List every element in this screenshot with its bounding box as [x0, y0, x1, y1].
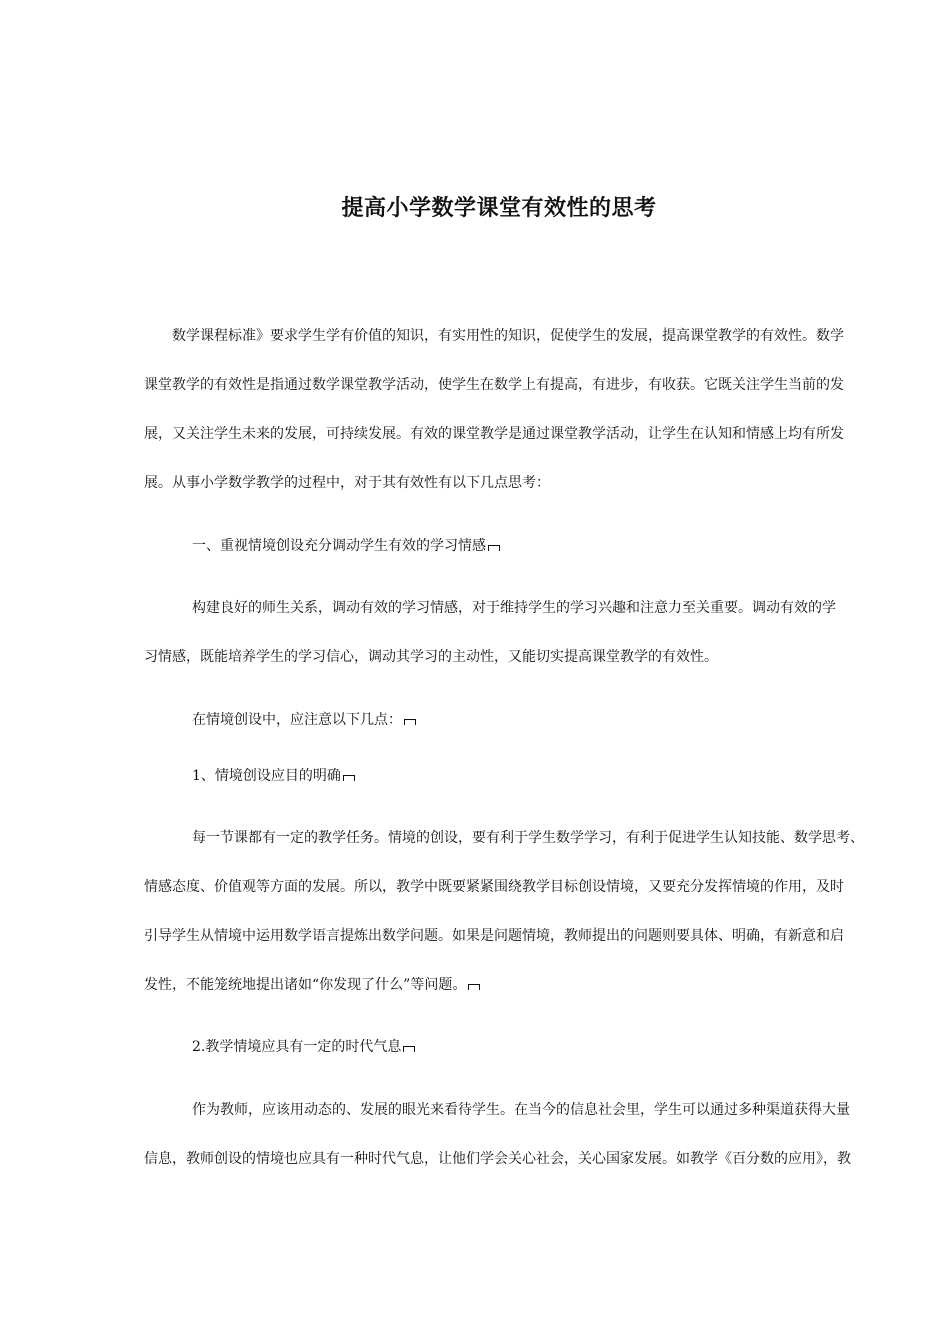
- text-line: 习情感，既能培养学生的学习信心，调动其学习的主动性，又能切实提高课堂教学的有效性。: [144, 649, 718, 665]
- section-heading-1-2: [144, 1023, 812, 1072]
- paragraph-3: [144, 696, 812, 745]
- text-line: 展。从事小学数学教学的过程中，对于其有效性有以下几点思考：: [144, 475, 550, 491]
- text-line: 数学课程标准》要求学生学有价值的知识，有实用性的知识，促使学生的发展，提高课堂教学的有效性。数学: [172, 328, 844, 344]
- paragraph-intro: [144, 312, 844, 508]
- paragraph-mark: [343, 775, 355, 781]
- paragraph-mark: [404, 719, 416, 725]
- section-heading-1: [144, 522, 812, 571]
- paragraph-4: [144, 814, 864, 1010]
- section-heading-1-1: [144, 752, 812, 801]
- text-line: 信息，教师创设的情境也应具有一种时代气息，让他们学会关心社会，关心国家发展。如教学《百分数的应用》，教: [144, 1151, 851, 1167]
- text-line: 情感态度、价值观等方面的发展。所以，教学中既要紧紧围绕教学目标创设情境，又要充分发挥情境的作用，及时: [144, 879, 844, 895]
- text-line: 发性，不能笼统地提出诸如“你发现了什么”等问题。: [144, 977, 467, 993]
- paragraph-5: [144, 1086, 851, 1184]
- heading-text: 1、情境创设应目的明确: [192, 768, 341, 784]
- paragraph-mark: [468, 984, 480, 990]
- text-line: 展，又关注学生未来的发展，可持续发展。有效的课堂教学是通过课堂教学活动，让学生在认知和情感上均有所发: [144, 426, 844, 442]
- text-line: 课堂教学的有效性是指通过数学课堂教学活动，使学生在数学上有提高，有进步，有收获。它既关注学生当前的发: [144, 377, 844, 393]
- text-line: 在情境创设中，应注意以下几点：: [192, 712, 402, 728]
- text-line: 构建良好的师生关系，调动有效的学习情感，对于维持学生的学习兴趣和注意力至关重要。调动有效的学: [192, 600, 836, 616]
- text-line: 作为教师，应该用动态的、发展的眼光来看待学生。在当今的信息社会里，学生可以通过多种渠道获得大量: [192, 1102, 850, 1118]
- paragraph-2: [144, 584, 836, 682]
- text-line: 每一节课都有一定的教学任务。情境的创设，要有利于学生数学学习，有利于促进学生认知技能、数学思考、: [192, 830, 864, 846]
- document-title: 提高小学数学课堂有效性的思考: [341, 195, 657, 221]
- paragraph-mark: [488, 545, 500, 551]
- heading-text: 一、重视情境创设充分调动学生有效的学习情感: [192, 538, 486, 554]
- heading-text: 2.教学情境应具有一定的时代气息: [192, 1039, 402, 1055]
- text-line: 引导学生从情境中运用数学语言提炼出数学问题。如果是问题情境，教师提出的问题则要具体、明确，有新意和启: [144, 928, 844, 944]
- paragraph-mark: [403, 1046, 415, 1052]
